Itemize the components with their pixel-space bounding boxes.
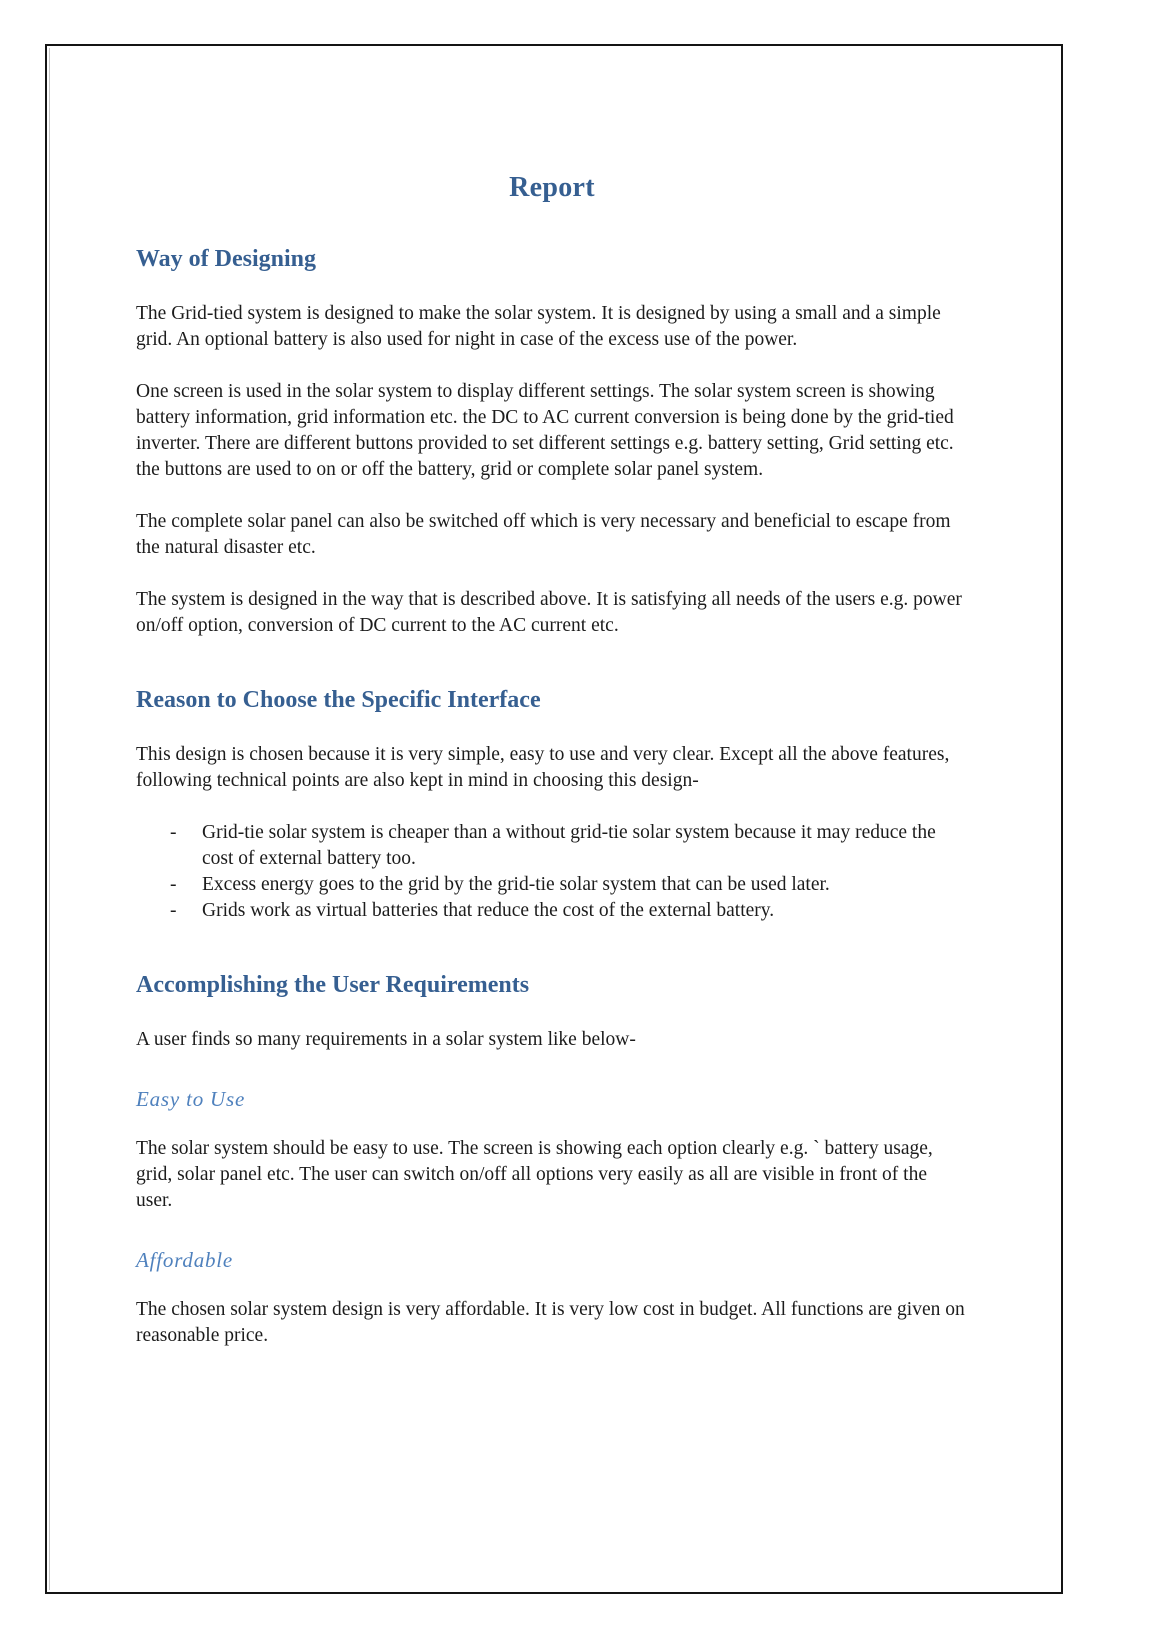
list-marker: - [170, 874, 177, 895]
section-heading: Reason to Choose the Specific Interface [136, 687, 541, 713]
paragraph: A user finds so many requirements in a solar system like below- [136, 1029, 636, 1050]
list-item-text: Grid-tie solar system is cheaper than a without grid-tie solar system because it may reduce the cost of external battery too. [202, 822, 936, 869]
list-marker: - [170, 900, 177, 921]
list-item [136, 820, 968, 872]
subsection-heading-easy-to-use: Easy to Use [136, 1087, 246, 1111]
paragraph: The chosen solar system design is very affordable. It is very low cost in budget. All functions are given on reasonable price. [136, 1299, 965, 1346]
section-way-of-designing [136, 246, 968, 639]
subsection-heading-affordable: Affordable [136, 1248, 234, 1272]
list-item-text: Grids work as virtual batteries that reduce the cost of the external battery. [202, 900, 775, 921]
paragraph: The complete solar panel can also be switched off which is very necessary and beneficial to escape from the natural disaster etc. [136, 511, 951, 558]
document-content [45, 44, 1063, 1594]
list-item [136, 898, 968, 924]
list-marker: - [170, 822, 177, 843]
paragraph: This design is chosen because it is very simple, easy to use and very clear. Except all the above features, following technical points are also kept in mind in choosing this design- [136, 744, 950, 791]
paragraph: The system is designed in the way that is described above. It is satisfying all needs of the users e.g. power on/off option, conversion of DC current to the AC current etc. [136, 589, 962, 636]
section-heading: Accomplishing the User Requirements [136, 972, 530, 998]
paragraph: The solar system should be easy to use. The screen is showing each option clearly e.g. ` battery usage, grid, solar panel etc. The user can switch on/off all options very easily as all are visible in front of the user. [136, 1138, 933, 1211]
section-heading: Way of Designing [136, 246, 317, 272]
list-item-text: Excess energy goes to the grid by the grid-tie solar system that can be used later. [202, 874, 830, 895]
paragraph: One screen is used in the solar system to display different settings. The solar system screen is showing battery information, grid information etc. the DC to AC current conversion is being done by the grid-tied inverter. There are different buttons provided to set different settings e.g. battery setting, Grid setting etc. the buttons are used to on or off the battery, grid or complete solar panel system. [136, 381, 954, 480]
section-reason-to-choose [136, 687, 968, 924]
document-title: Report [509, 172, 595, 203]
bullet-list [136, 820, 968, 924]
paragraph: The Grid-tied system is designed to make the solar system. It is designed by using a small and a simple grid. An optional battery is also used for night in case of the excess use of the power. [136, 303, 941, 350]
list-item [136, 872, 968, 898]
section-user-requirements [136, 972, 968, 1349]
